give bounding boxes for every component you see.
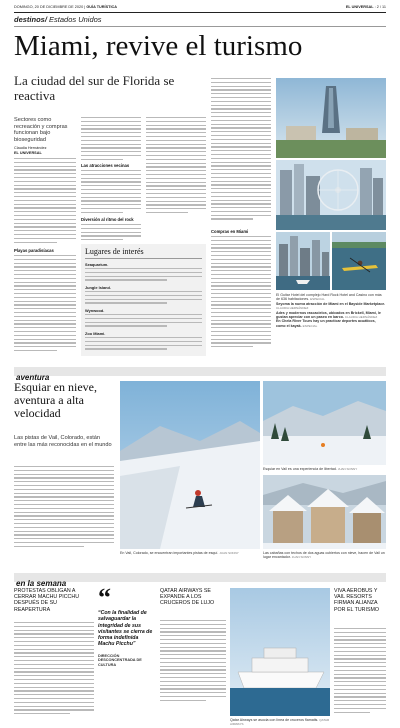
caption-line3: Ades y modernos rascacielos, ubicados en Brickell, Miami, le gustan apreciar con un paseo en barco. <box>276 310 381 320</box>
snow-field-photo <box>263 381 386 465</box>
week-quote: “Con la finalidad de salvaguardar la integridad de sus visitantes se cierra de forma indefinida Machu Picchu” <box>98 610 153 648</box>
vail-caption-credit: JUAN SONNY <box>291 555 312 560</box>
header-rule <box>14 12 386 13</box>
interest-item-0: Seaquarium. <box>85 262 109 267</box>
interest-box <box>81 244 206 356</box>
caption-credit1: ESPECIAL <box>310 297 325 302</box>
body-col1-b <box>14 255 76 354</box>
ski-caption-text: En Vail, Colorado, se encuentran importantes pistas de esquí. <box>120 551 219 555</box>
interest-item-2: Wynwood. <box>85 308 105 313</box>
ski-headline: Esquiar en nieve, aventura a alta velocidad <box>14 380 97 420</box>
subhead-compras: Compras en Miami <box>211 229 249 234</box>
kayak-photo <box>332 232 386 290</box>
byline-author: Claudia Hernández <box>14 146 47 150</box>
qatar-caption-text: Qatar Airways se asocia con línea de cruceros flamatis. <box>230 718 319 722</box>
header-date: DOMINGO, 20 DE DICIEMBRE DE 2020 <box>14 5 84 9</box>
snow-caption-credit: JUAN SONNY <box>337 467 358 471</box>
week-col1-head: PROTESTAS OBLIGAN A CERRAR MACHU PICCHU DESPUÉS DE SU REAPERTURA <box>14 588 80 613</box>
snow-caption-text: Esquiar en Vail es una experiencia de libertad. <box>263 467 337 471</box>
section-bar-semana <box>14 573 386 588</box>
week-quote-box <box>98 583 156 720</box>
guitar-hotel-photo <box>276 78 386 158</box>
caption-credit3: CLAUDIA HERNÁNDEZ <box>344 315 378 320</box>
body-col4-b <box>211 236 271 350</box>
headline: Miami, revive el turismo <box>14 30 303 62</box>
subhead-vecinos: Las atracciones vecinas <box>81 163 130 168</box>
interest-item-1: Jungle Island. <box>85 285 111 290</box>
header-brand: EL UNIVERSAL <box>345 5 374 9</box>
byline-paper: EL UNIVERSAL <box>14 150 42 155</box>
qatar-caption <box>230 718 330 727</box>
week-col4-head: VIVA AEROBUS Y VAIL RESORTS FIRMAN ALIANZA POR EL TURISMO <box>334 588 380 613</box>
caption-line2: Seyoma la nueva atracción de Miami en el Bayside Marketplace. <box>276 301 386 306</box>
ski-slope-photo <box>120 381 260 549</box>
subhead-diversion: Diversión al ritmo del rock <box>81 217 134 222</box>
ski-caption-credit: JUAN SONNY <box>219 551 239 555</box>
body-col2-a <box>81 117 141 163</box>
qatar-caption-credit: QATAR AIRWAYS <box>230 718 330 727</box>
caption-credit2: CLAUDIA HERNÁNDEZ <box>276 306 309 311</box>
week-col1-body <box>14 622 94 717</box>
bayside-photo <box>276 160 386 230</box>
snow-caption <box>263 467 386 471</box>
section-semana-label: en la semana <box>16 579 67 588</box>
vail-village-photo <box>263 475 386 549</box>
vail-caption <box>263 551 386 560</box>
page-header: DOMINGO, 20 DE DICIEMBRE DE 2020 | GUÍA TURÍSTICA EL UNIVERSAL : 2 / 11 <box>14 5 386 9</box>
subhead-interes: Lugares de interés <box>85 247 144 256</box>
caption-line4: En Chela River Tours hay un practicar deportes acuáticos, como el kayak. <box>276 319 376 328</box>
caption-credit4: ESPECIAL <box>302 323 318 328</box>
week-col4-body <box>334 628 386 715</box>
ski-lead: Las pistas de Vail, Colorado, están entre las más reconocidas en el mundo <box>14 435 112 448</box>
kicker <box>14 15 102 24</box>
ski-caption <box>120 551 260 555</box>
section-aventura-label: aventura <box>16 373 50 382</box>
caption-line1: El Guitar Hotel del complejo Hard Rock Hotel and Casino con más de 636 habitaciones. <box>276 293 382 302</box>
ski-body <box>14 466 114 550</box>
miami-caption <box>276 293 386 328</box>
body-col2-b <box>81 170 141 216</box>
body-col2-c <box>81 224 141 243</box>
vail-caption-text: Las cabañas con techos de dos aguas cubiertos con nieve, hacen de Vail un lugar encantador. <box>263 551 385 560</box>
kicker-rule <box>14 26 386 27</box>
header-section: GUÍA TURÍSTICA <box>86 5 117 9</box>
week-quote-source: DIRECCIÓN DESCONCENTRADA DE CULTURA <box>98 653 142 667</box>
quote-mark-icon: “ <box>98 583 111 612</box>
kicker-rest: Estados Unidos <box>46 15 102 24</box>
brickell-photo <box>276 232 330 290</box>
kicker-bold: destinos/ <box>14 15 47 24</box>
week-col3-head: QATAR AIRWAYS SE EXPANDE A LOS CRUCEROS DE LUJO <box>160 588 215 607</box>
header-page: 2 / 11 <box>376 5 386 9</box>
body-col1-a <box>14 158 76 245</box>
interest-item-3: Zoo Miami. <box>85 331 106 336</box>
deck: La ciudad del sur de Florida se reactiva <box>14 73 175 103</box>
byline <box>14 146 76 155</box>
subhead-playas: Playas paradisíacas <box>14 248 54 253</box>
section-bar-aventura <box>14 367 386 382</box>
lead: Sectores como recreación y compras funcionan bajo bioseguridad <box>14 117 68 143</box>
qatar-cruise-photo <box>230 588 330 716</box>
week-col3-body <box>160 620 226 704</box>
body-col4-a <box>211 78 271 222</box>
body-col3-a <box>146 117 206 216</box>
